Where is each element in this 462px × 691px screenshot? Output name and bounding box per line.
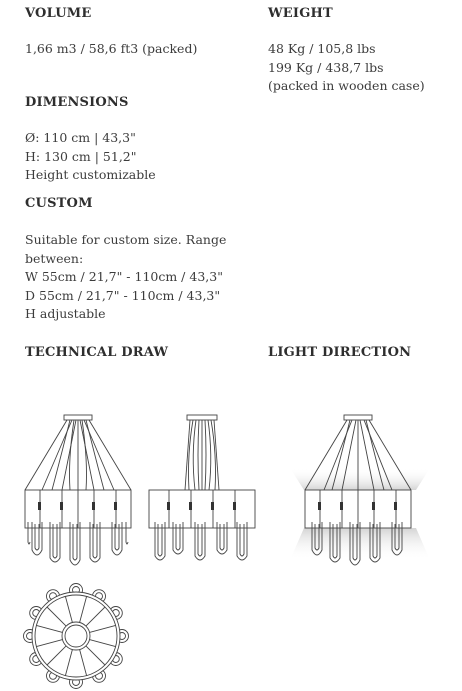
dimensions-values	[25, 129, 156, 185]
weight-packed-note: (packed in wooden case)	[268, 78, 425, 93]
chandelier-side-drawing	[145, 410, 261, 572]
chandelier-top-drawing	[22, 582, 130, 690]
technical-draw-side-view	[145, 410, 261, 572]
volume-value: 1,66 m3 / 58,6 ft3 (packed)	[25, 41, 198, 56]
light-direction-drawing	[290, 410, 430, 572]
dimensions-note: Height customizable	[25, 167, 156, 182]
technical-draw-top-view	[22, 582, 130, 690]
dimensions-heading: DIMENSIONS	[25, 95, 129, 110]
dimensions-diameter: Ø: 110 cm | 43,3"	[25, 130, 136, 145]
light-direction-view	[290, 410, 430, 572]
weight-net: 48 Kg / 105,8 lbs	[268, 41, 376, 56]
light-direction-heading: LIGHT DIRECTION	[268, 345, 412, 360]
technical-draw-heading: TECHNICAL DRAW	[25, 345, 169, 360]
custom-height-note: H adjustable	[25, 306, 106, 321]
dimensions-height: H: 130 cm | 51,2"	[25, 148, 137, 164]
custom-depth-range: D 55cm / 21,7" - 110cm / 43,3"	[25, 287, 221, 303]
volume-heading: VOLUME	[25, 6, 92, 21]
custom-line-1: Suitable for custom size. Range	[25, 232, 227, 247]
custom-line-2: between:	[25, 250, 84, 266]
weight-packed: 199 Kg / 438,7 lbs	[268, 59, 384, 75]
custom-values	[25, 231, 226, 324]
technical-draw-front-view	[20, 410, 136, 572]
chandelier-front-drawing	[20, 410, 136, 572]
weight-heading: WEIGHT	[268, 6, 333, 21]
custom-width-range: W 55cm / 21,7" - 110cm / 43,3"	[25, 269, 223, 284]
custom-heading: CUSTOM	[25, 196, 93, 211]
weight-values	[268, 40, 425, 96]
